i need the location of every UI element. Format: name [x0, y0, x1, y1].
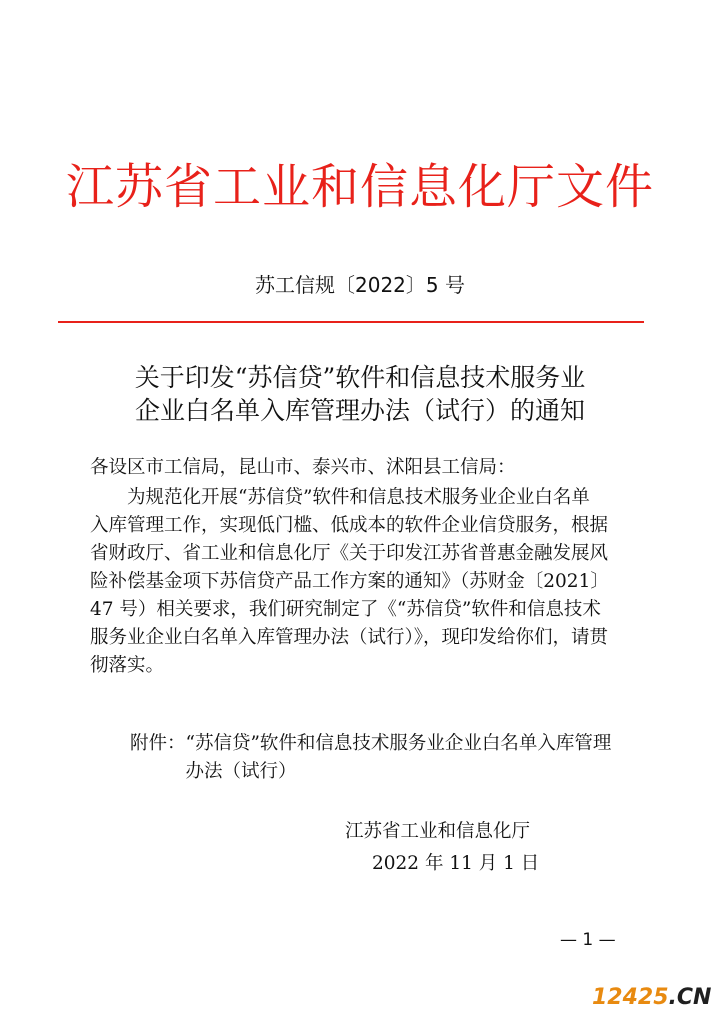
red-divider-line [58, 321, 644, 323]
paragraph-line: 彻落实。 [90, 655, 165, 676]
paragraph-line: 为规范化开展“苏信贷”软件和信息技术服务业企业白名单 [90, 487, 590, 508]
title-line: 关于印发“苏信贷”软件和信息技术服务业 [134, 363, 586, 392]
salutation: 各设区市工信局，昆山市、泰兴市、沭阳县工信局： [90, 457, 516, 478]
paragraph-line: 省财政厅、省工业和信息化厅《关于印发江苏省普惠金融发展风 [90, 543, 609, 564]
title-line: 企业白名单入库管理办法（试行）的通知 [134, 396, 585, 425]
signature-organization: 江苏省工业和信息化厅 [345, 821, 531, 842]
signature-date: 2022 年 11 月 1 日 [372, 853, 540, 874]
paragraph-line: 47 号）相关要求，我们研究制定了《“苏信贷”软件和信息技术 [90, 599, 601, 620]
site-watermark [592, 985, 711, 1011]
paragraph-line: 服务业企业白名单入库管理办法（试行）》，现印发给你们，请贯 [90, 627, 609, 648]
paragraph-line: 险补偿基金项下苏信贷产品工作方案的通知》（苏财金〔2021〕 [90, 571, 609, 592]
attachment-line: 办法（试行） [130, 761, 297, 782]
page-number: — 1 — [560, 930, 616, 950]
paragraph-line: 入库管理工作，实现低门槛、低成本的软件企业信贷服务，根据 [90, 515, 609, 536]
attachment-line: 附件：“苏信贷”软件和信息技术服务业企业白名单入库管理 [130, 733, 612, 754]
watermark-number: 12425 [592, 985, 669, 1010]
document-title [0, 361, 720, 427]
watermark-domain: .CN [668, 985, 712, 1010]
body-paragraph [90, 484, 660, 680]
attachment-note [130, 730, 611, 786]
document-number: 苏工信规〔2022〕5 号 [255, 273, 465, 297]
document-header: 江苏省工业和信息化厅文件 [65, 159, 654, 215]
